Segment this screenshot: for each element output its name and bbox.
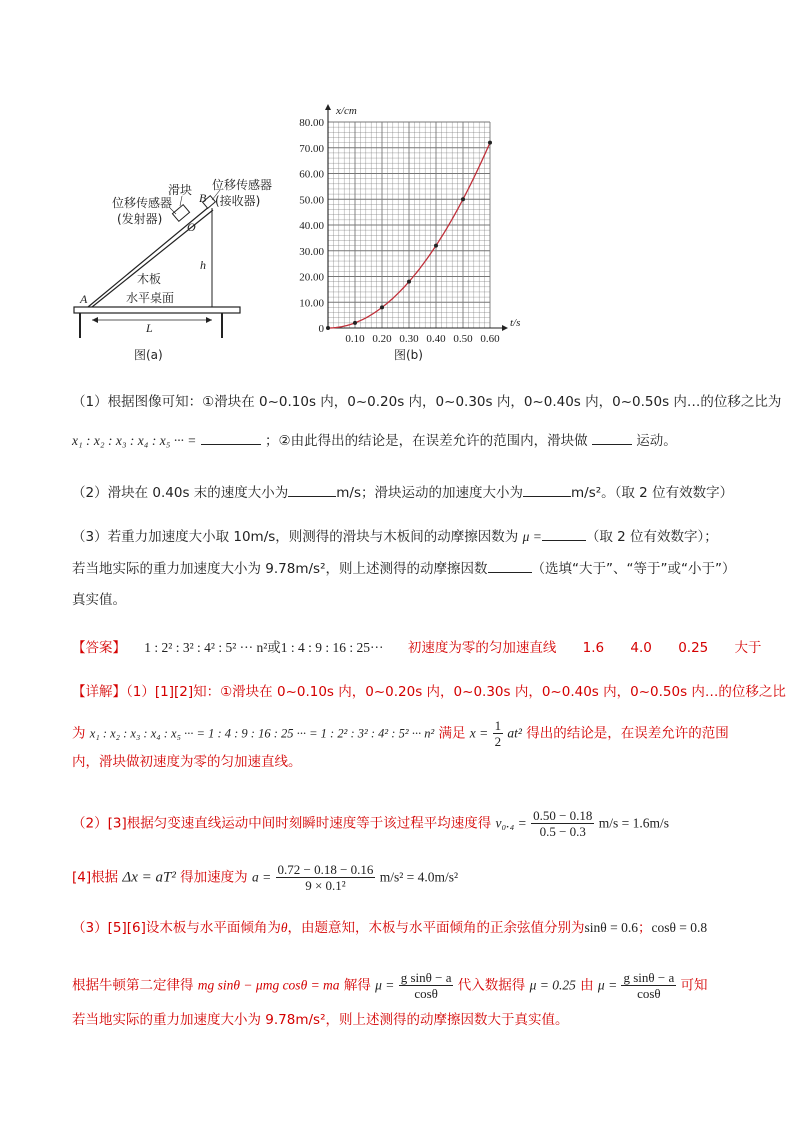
detail-p2-rhs: m/s = 1.6m/s: [598, 815, 669, 831]
arrow-left-icon: [92, 317, 98, 323]
detail-p5-e: 可知: [680, 977, 708, 994]
y-tick-label: 80.00: [299, 117, 324, 129]
label-O: O: [187, 220, 196, 234]
detail-p4-theta: θ: [280, 920, 288, 935]
data-point: [434, 244, 438, 248]
answer-row: [72, 638, 762, 658]
detail-p2-frac: [531, 808, 594, 839]
q3-line2-b: （选填“大于”、“等于”或“小于”）: [531, 561, 736, 577]
q1-end: 运动。: [636, 433, 677, 449]
detail-p6: 若当地实际的重力加速度大小为 9.78m/s²，则上述测得的动摩擦因数大于真实值。: [72, 1012, 569, 1028]
y-tick-label: 20.00: [299, 271, 324, 284]
detail-p4-sep: ；: [637, 920, 652, 936]
detail-p1-line1: 【详解】（1）[1][2]知：①滑块在 0~0.10s 内，0~0.20s 内，0~0.30s 内，0~0.40s 内，0~0.50s 内…的位移之比: [72, 684, 786, 700]
q2-part3: m/s²。（取 2 位有效数字）: [571, 485, 734, 501]
y-tick-label: 50.00: [299, 194, 324, 207]
detail-p5-d: 由: [580, 977, 594, 994]
q1-line1: （1）根据图像可知：①滑块在 0~0.10s 内，0~0.20s 内，0~0.30s 内，0~0.40s 内，0~0.50s 内…的位移之比为: [72, 394, 782, 410]
frac-num: 0.72 − 0.18 − 0.16: [277, 862, 374, 877]
q3-blank-2[interactable]: [488, 558, 532, 573]
table-top: [74, 307, 240, 313]
answer-a4: 0.25: [678, 640, 709, 656]
detail-p3-a: [4]根据: [72, 869, 119, 886]
frac-den: 9 × 0.1²: [305, 878, 346, 893]
detail-p5-a: 根据牛顿第二定律得: [72, 977, 194, 994]
detail-p1-math: x₁ : x₂ : x₃ : x₄ : x₅ ··· = 1 : 4 : 9 : 16 : 25 ··· = 1 : 2² : 3² : 4² : 5² ··· n²: [89, 726, 435, 741]
label-A: A: [80, 292, 88, 306]
detail-p5-mu-lhs: μ =: [375, 977, 395, 993]
y-tick-label: 10.00: [299, 297, 324, 310]
data-point: [461, 197, 465, 201]
label-table: 水平桌面: [126, 291, 175, 305]
detail-p2-text: （2）[3]根据匀变速直线运动中间时刻瞬时速度等于该过程平均速度得: [72, 815, 492, 832]
frac-den: cosθ: [414, 986, 438, 1001]
q2-part2: m/s；滑块运动的加速度大小为: [336, 485, 523, 501]
detail-p1-lhs: x =: [469, 725, 489, 741]
detail-p1-c: 得出的结论是，在误差允许的范围: [526, 725, 729, 742]
y-tick-label: 0: [318, 323, 324, 335]
frac-den: 2: [494, 734, 502, 749]
q2-blank-1[interactable]: [288, 482, 336, 497]
data-point: [353, 321, 357, 325]
frac-num: 0.50 − 0.18: [533, 808, 593, 823]
q3-line1: [72, 526, 718, 547]
detail-p3-rhs: m/s² = 4.0m/s²: [379, 869, 459, 885]
detail-p3-b: 得加速度为: [180, 869, 248, 886]
detail-p4-cos: cosθ = 0.8: [651, 920, 708, 935]
answer-ratio: 1 : 2² : 3² : 4² : 5² ··· n²: [144, 640, 268, 655]
detail-p1-frac: [493, 718, 504, 749]
q3-line2: [72, 558, 735, 579]
label-L: L: [146, 321, 153, 335]
detail-p2: [72, 808, 669, 839]
y-axis-arrow-icon: [325, 104, 331, 110]
detail-p4-sin: sinθ = 0.6: [584, 920, 638, 935]
data-point: [488, 141, 492, 145]
label-sensor-rx-sub: (接收器): [215, 194, 261, 208]
detail-p1-line2: [72, 718, 729, 749]
detail-p5-frac2: [621, 970, 676, 1001]
frac-num: g sinθ − a: [623, 970, 675, 985]
label-B: B: [199, 191, 207, 205]
detail-p1-line3: 内，滑块做初速度为零的匀加速直线。: [72, 754, 302, 770]
x-tick-label: 0.40: [426, 333, 446, 345]
detail-p3-lhs: a =: [251, 869, 272, 885]
q3-line3: 真实值。: [72, 592, 126, 608]
answer-ratio2: 1 : 4 : 9 : 16 : 25···: [280, 640, 384, 655]
q3-line2-a: 若当地实际的重力加速度大小为 9.78m/s²，则上述测得的动摩擦因数: [72, 561, 488, 577]
q2-part1: （2）滑块在 0.40s 末的速度大小为: [72, 485, 289, 501]
detail-p2-lhs: v₀.₄ =: [495, 815, 527, 831]
frac-num: 1: [494, 718, 502, 733]
detail-p3-formula: Δx = aT²: [122, 869, 176, 886]
q1-line2: [72, 430, 677, 451]
label-board: 木板: [137, 272, 162, 286]
detail-p5-eq: mg sinθ − μmg cosθ = ma: [197, 977, 340, 993]
y-tick-label: 40.00: [299, 220, 324, 232]
x-tick-label: 0.50: [453, 333, 473, 345]
label-sensor-tx-sub: (发射器): [117, 212, 163, 226]
label-sensor-tx: 位移传感器: [112, 196, 173, 210]
x-tick-label: 0.10: [345, 333, 365, 345]
q3-mu: μ =: [522, 529, 542, 544]
y-axis-label: x/cm: [336, 105, 357, 117]
frac-den: 0.5 − 0.3: [539, 824, 586, 839]
detail-p5-c: 代入数据得: [457, 977, 526, 994]
detail-p1-rhs: at²: [507, 725, 522, 741]
x-tick-label: 0.60: [480, 333, 500, 345]
data-point: [380, 305, 384, 309]
answer-a3: 4.0: [630, 640, 652, 656]
detail-p4: [72, 918, 707, 938]
label-h: h: [200, 258, 206, 272]
y-tick-label: 70.00: [299, 142, 324, 155]
detail-p1-b: 满足: [438, 725, 466, 742]
q2-blank-2[interactable]: [523, 482, 571, 497]
x-tick-label: 0.30: [399, 333, 419, 345]
answer-label: 【答案】: [72, 640, 126, 656]
label-slider: 滑块: [168, 183, 193, 197]
detail-p5-mu-lhs2: μ =: [597, 977, 618, 993]
detail-p3-frac: [276, 862, 376, 893]
x-axis-label: t/s: [510, 317, 521, 329]
x-tick-label: 0.20: [372, 333, 392, 345]
q1-mid: ；②由此得出的结论是，在误差允许的范围内，滑块做: [265, 433, 588, 449]
figure-b-caption: 图(b): [394, 348, 423, 362]
data-point: [407, 280, 411, 284]
frac-den: cosθ: [637, 986, 661, 1001]
q3-line1-a: （3）若重力加速度大小取 10m/s，则测得的滑块与木板间的动摩擦因数为: [72, 529, 519, 545]
figure-a-caption: 图(a): [134, 348, 163, 362]
answer-a2: 1.6: [582, 640, 605, 656]
data-point: [326, 326, 330, 330]
detail-p4-b: ，由题意知，木板与水平面倾角的正余弦值分别为: [287, 920, 585, 936]
detail-p5-mu-val: μ = 0.25: [529, 977, 576, 993]
answer-or: 或: [267, 640, 281, 656]
arrow-right-icon: [206, 317, 212, 323]
x-axis-arrow-icon: [502, 325, 508, 331]
q1-blank-2[interactable]: [592, 430, 632, 445]
frac-num: g sinθ − a: [400, 970, 452, 985]
q3-line1-b: （取 2 位有效数字）；: [585, 529, 718, 545]
detail-p5-frac: [399, 970, 454, 1001]
answer-a5: 大于: [734, 640, 762, 656]
answer-a1: 初速度为零的匀加速直线: [407, 640, 557, 656]
y-tick-label: 30.00: [299, 245, 324, 258]
detail-p4-a: （3）[5][6]设木板与水平面倾角为: [72, 920, 281, 936]
detail-p1-a: 为: [72, 725, 86, 742]
detail-p5: [72, 970, 708, 1001]
q2-line: [72, 482, 733, 503]
detail-p5-b: 解得: [343, 977, 371, 994]
q3-blank-1[interactable]: [542, 526, 586, 541]
figure-b-chart: [290, 100, 540, 350]
q1-blank-1[interactable]: [201, 430, 261, 445]
q1-ratio: x₁ : x₂ : x₃ : x₄ : x₅ ··· =: [72, 433, 197, 448]
detail-p3: [72, 862, 458, 893]
y-tick-label: 60.00: [299, 168, 324, 181]
label-sensor-rx: 位移传感器: [212, 178, 273, 192]
